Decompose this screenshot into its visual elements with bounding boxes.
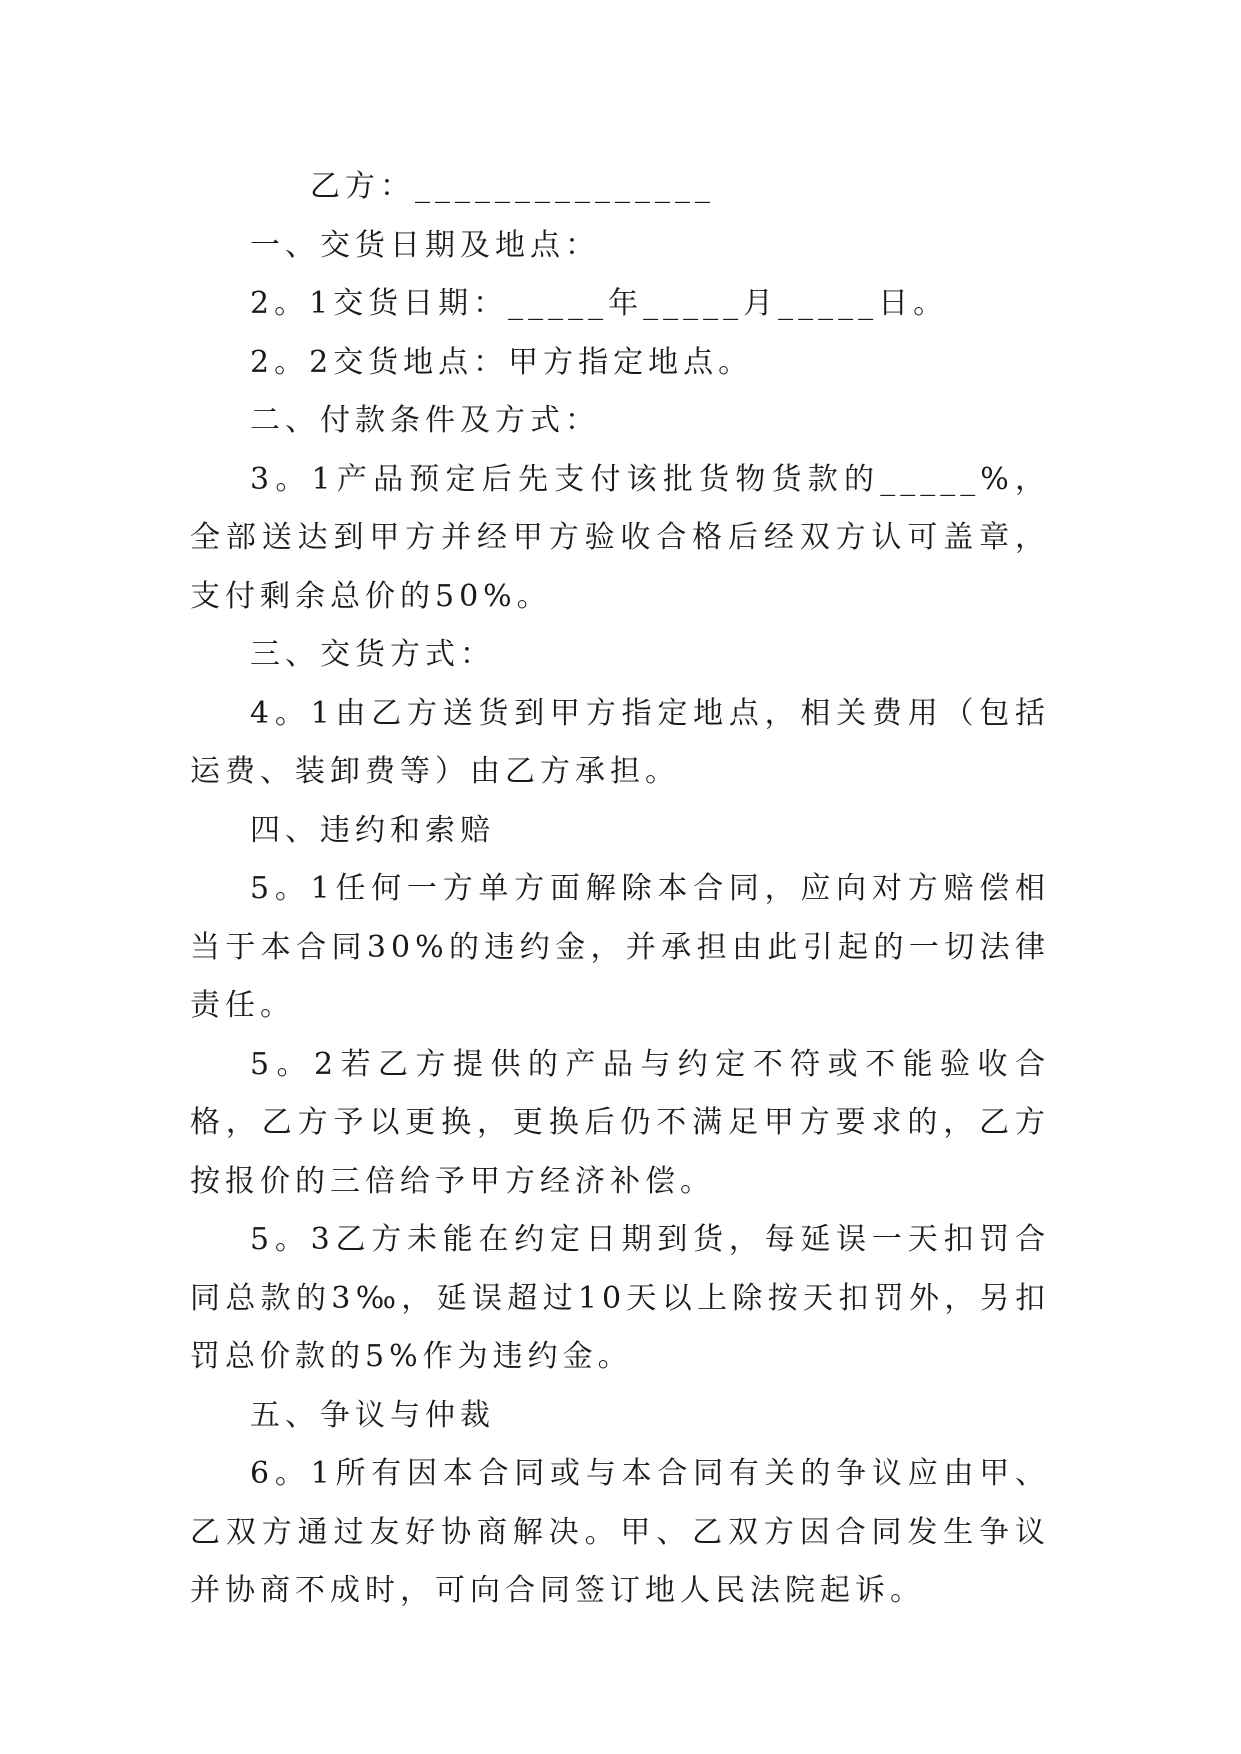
- section-heading-payment: 二、付款条件及方式：: [250, 403, 600, 438]
- clause-6-1: 6。1所有因本合同或与本合同有关的争议应由甲、乙双方通过友好协商解决。甲、乙双方因合同发生争议并协商不成时，可向合同签订地人民法院起诉。: [190, 1456, 1050, 1608]
- section-heading-dispute: 五、争议与仲裁: [250, 1397, 495, 1433]
- document-page: [190, 158, 1050, 1621]
- clause-2-2: 2。2交货地点：甲方指定地点。: [250, 344, 754, 380]
- clause-2-1: 2。1交货日期：_____年_____月_____日。: [250, 286, 949, 321]
- clause-4-1: 4。1由乙方送货到甲方指定地点，相关费用（包括运费、装卸费等）由乙方承担。: [190, 695, 1050, 789]
- clause-5-3: 5。3乙方未能在约定日期到货，每延误一天扣罚合同总款的3‰，延误超过10天以上除按天扣罚外，另扣罚总价款的5%作为违约金。: [190, 1222, 1050, 1374]
- section-heading-delivery: 一、交货日期及地点：: [250, 227, 600, 263]
- clause-5-1: 5。1任何一方单方面解除本合同，应向对方赔偿相当于本合同30%的违约金，并承担由此引起的一切法律责任。: [190, 871, 1050, 1023]
- section-heading-delivery-method: 三、交货方式：: [250, 637, 495, 672]
- party-b-line: 乙方：_______________: [310, 169, 715, 204]
- clause-5-2: 5。2若乙方提供的产品与约定不符或不能验收合格，乙方予以更换，更换后仍不满足甲方要求的，乙方按报价的三倍给予甲方经济补偿。: [190, 1046, 1050, 1199]
- clause-3-1: 3。1产品预定后先支付该批货物货款的_____%，全部送达到甲方并经甲方验收合格后经双方认可盖章，支付剩余总价的50%。: [190, 461, 1050, 614]
- section-heading-breach: 四、违约和索赔: [250, 812, 495, 848]
